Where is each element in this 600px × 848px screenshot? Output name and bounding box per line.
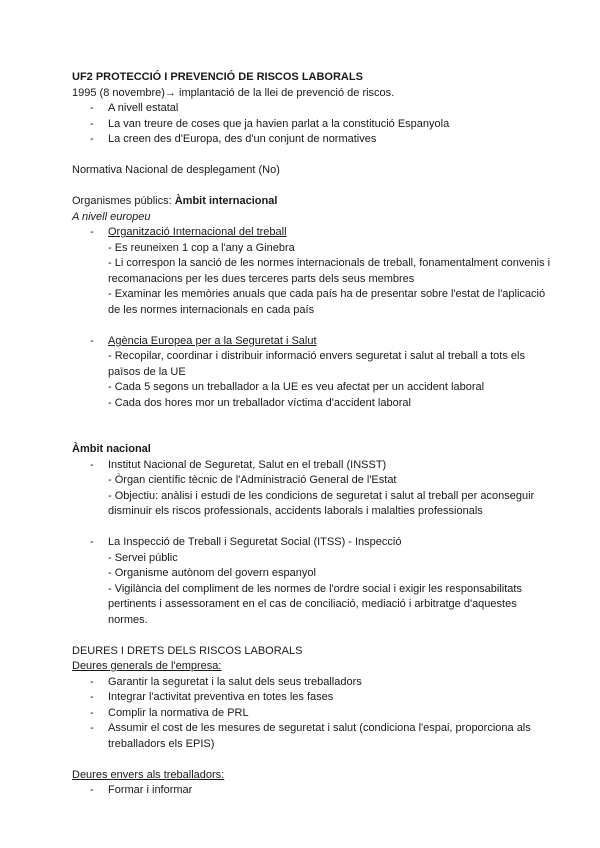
- insst-section: [72, 458, 552, 474]
- itss-title: - La Inspecció de Treball i Seguretat Social (ITSS) - Inspecció: [72, 535, 552, 551]
- agencia-line: - Cada 5 segons un treballador a la UE es veu afectat per un accident laboral: [108, 381, 485, 393]
- itss-section: [72, 535, 552, 551]
- intro-line: 1995 (8 novembre)→ implantació de la llei de prevenció de riscos.: [72, 86, 395, 99]
- itss-line: - Vigilància del compliment de les normes de l'ordre social i exigir les responsabilitats pertinents i assessorament en el cas de conciliació, mediació i arbitratge d'aquestes normes.: [108, 582, 522, 626]
- nivell-europeu-label: A nivell europeu: [72, 210, 151, 223]
- oit-line: - Examinar les memòries anuals que cada país ha de presentar sobre l'estat de l'aplicació de les normes internacionals en cada país: [108, 288, 546, 316]
- list-item: - La creen des d'Europa, des d'un conjunt de normatives: [72, 132, 552, 148]
- oit-section: [72, 225, 552, 241]
- list-item: - Formar i informar: [72, 783, 552, 799]
- agencia-line: - Cada dos hores mor un treballador víctima d'accident laboral: [108, 396, 411, 409]
- organismes-prefix: Organismes públics:: [72, 195, 175, 207]
- oit-line: - Es reuneixen 1 cop a l'any a Ginebra: [108, 241, 295, 254]
- insst-title: - Institut Nacional de Seguretat, Salut en el treball (INSST): [72, 458, 552, 474]
- itss-line: - Organisme autònom del govern espanyol: [108, 567, 316, 579]
- ambit-internacional-heading: Àmbit internacional: [174, 195, 278, 207]
- normativa-line: Normativa Nacional de desplegament (No): [72, 164, 280, 176]
- deures-envers-heading: Deures envers als treballadors:: [72, 768, 225, 781]
- oit-title: - Organització Internacional del treball: [72, 225, 552, 241]
- organismes-line: [72, 194, 552, 210]
- intro-list: [72, 101, 552, 148]
- list-item: - Integrar l'activitat preventiva en totes les fases: [72, 690, 552, 706]
- list-item: - Complir la normativa de PRL: [72, 706, 552, 722]
- oit-line: - Li correspon la sanció de les normes internacionals de treball, fonamentalment convenis i recomanacions per les dues terceres parts dels seus membres: [108, 257, 551, 285]
- itss-line: - Servei públic: [108, 551, 178, 564]
- list-item: - Garantir la seguretat i la salut dels seus treballadors: [72, 675, 552, 691]
- document-page: [72, 70, 552, 799]
- agencia-title: - Agència Europea per a la Seguretat i Salut: [72, 334, 552, 350]
- deures-generals-heading: Deures generals de l'empresa:: [72, 660, 222, 672]
- deures-title: DEURES I DRETS DELS RISCOS LABORALS: [72, 644, 303, 657]
- agencia-line: - Recopilar, coordinar i distribuir informació envers seguretat i salut al treball a tots els països de la UE: [108, 350, 525, 378]
- agencia-section: [72, 334, 552, 350]
- insst-line: - Objectiu: anàlisi i estudi de les condicions de seguretat i salut al treball per aconseguir disminuir els riscos professionals, accidents laborals i malalties professionals: [108, 489, 535, 517]
- insst-line: - Òrgan científic tècnic de l'Administració General de l'Estat: [108, 474, 397, 486]
- ambit-nacional-heading: Àmbit nacional: [72, 443, 151, 455]
- deures-generals-list: [72, 675, 552, 753]
- document-title: UF2 PROTECCIÓ I PREVENCIÓ DE RISCOS LABORALS: [72, 71, 363, 83]
- list-item: - Assumir el cost de les mesures de seguretat i salut (condiciona l'espai, proporciona als treballadors els EPIS): [72, 721, 552, 752]
- deures-envers-list: [72, 783, 552, 799]
- list-item: - La van treure de coses que ja havien parlat a la constitució Espanyola: [72, 117, 552, 133]
- list-item: - A nivell estatal: [72, 101, 552, 117]
